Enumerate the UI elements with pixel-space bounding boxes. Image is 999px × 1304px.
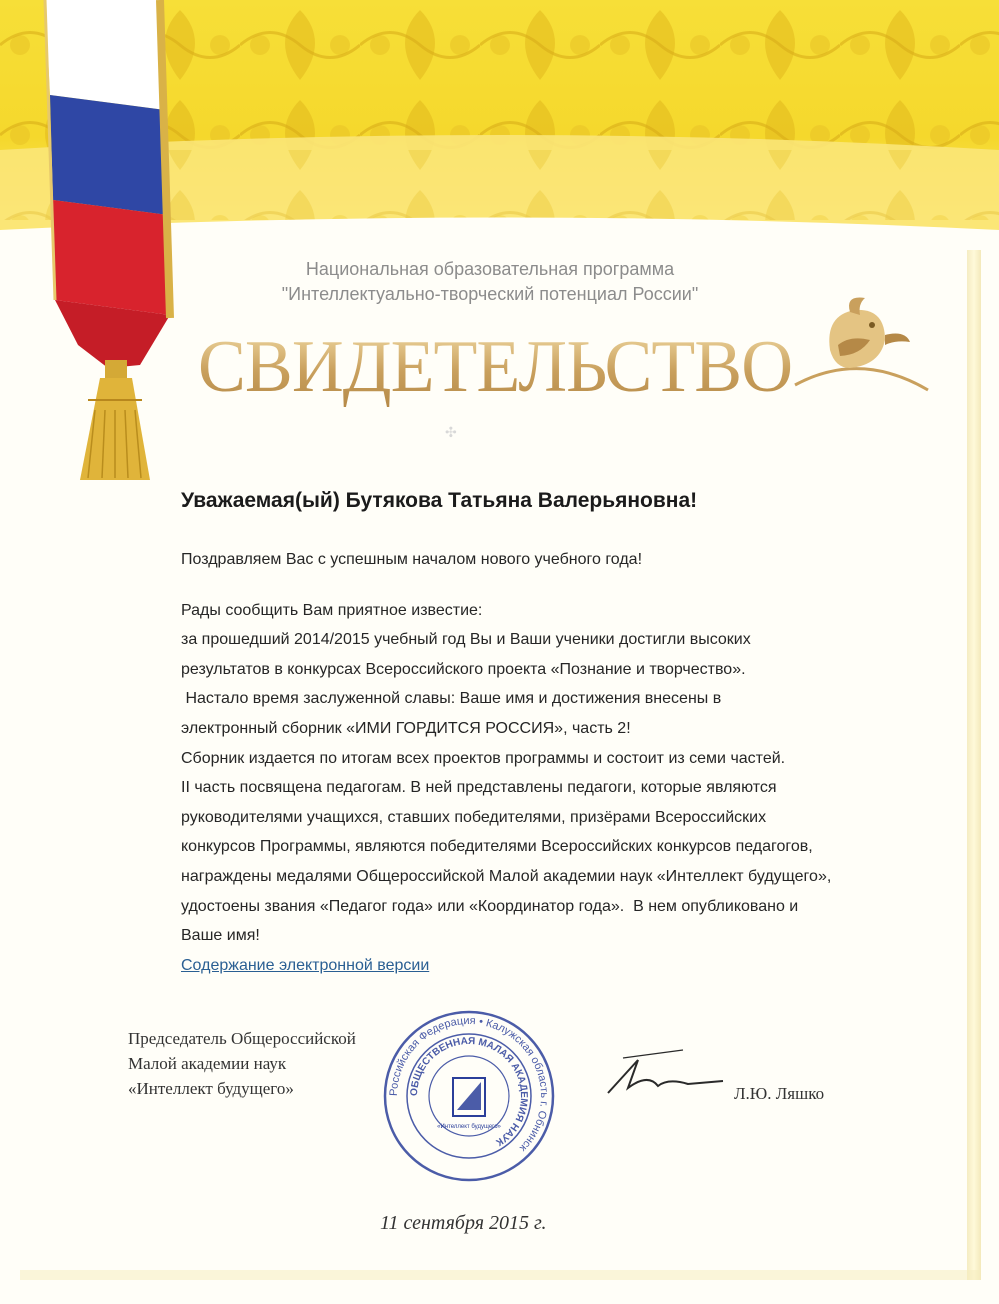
body-line: за прошедший 2014/2015 учебный год Вы и Ваши ученики достигли высоких bbox=[181, 631, 751, 649]
program-name-line1: Национальная образовательная программа bbox=[305, 259, 675, 279]
faded-mark-icon: ✣ bbox=[445, 425, 457, 441]
body-line: Ваше имя! bbox=[181, 927, 260, 945]
seal-outer-text: Российская Федерация • Калужская область г. Обнинск bbox=[387, 1014, 551, 1154]
signer-name: Л.Ю. Ляшко bbox=[734, 1084, 825, 1103]
body-line: удостоены звания «Педагог года» или «Координатор года». В нем опубликовано и bbox=[181, 897, 799, 915]
body-line: электронный сборник «ИМИ ГОРДИТСЯ РОССИЯ», часть 2! bbox=[181, 719, 631, 737]
certificate-title bbox=[198, 325, 792, 410]
seal-center-text: «Интеллект будущего» bbox=[437, 1124, 501, 1130]
body-line: результатов в конкурсах Всероссийского проекта «Познание и творчество». bbox=[181, 660, 746, 678]
body-line: Рады сообщить Вам приятное известие: bbox=[181, 601, 483, 619]
bottom-gold-border bbox=[20, 1270, 979, 1280]
svg-text:ОБЩЕСТВЕННАЯ МАЛАЯ АКАДЕМИЯ НА bbox=[409, 1036, 529, 1148]
congrats-line: Поздравляем Вас с успешным началом нового учебного года! bbox=[181, 551, 643, 568]
body-line: II часть посвящена педагогам. В ней представлены педагоги, которые являются bbox=[181, 779, 777, 797]
body-line: руководителями учащихся, ставших победителями, призёрами Всероссийских bbox=[181, 808, 767, 826]
recipient-greeting: Уважаемая(ый) Бутякова Татьяна Валерьяновна! bbox=[181, 489, 698, 512]
certificate-body bbox=[181, 545, 981, 980]
body-line: конкурсов Программы, являются победителями Всероссийских конкурсов педагогов, bbox=[181, 838, 813, 856]
russian-flag-ribbon-icon bbox=[0, 0, 200, 500]
handwritten-signature-icon bbox=[598, 1048, 728, 1098]
certificate-title-text: СВИДЕТЕЛЬСТВО bbox=[198, 326, 793, 408]
issue-date: 11 сентября 2015 г. bbox=[380, 1212, 547, 1234]
position-line: Председатель Общероссийской bbox=[128, 1029, 356, 1048]
body-line: награждены медалями Общероссийской Малой академии наук «Интеллект будущего», bbox=[181, 867, 832, 885]
position-line: Малой академии наук bbox=[128, 1054, 287, 1073]
electronic-version-link[interactable]: Содержание электронной версии bbox=[181, 956, 430, 974]
body-line: Сборник издается по итогам всех проектов программы и состоит из семи частей. bbox=[181, 749, 786, 767]
seal-inner-text: ОБЩЕСТВЕННАЯ МАЛАЯ АКАДЕМИЯ НАУК bbox=[408, 1035, 530, 1148]
bird-logo-icon bbox=[790, 290, 930, 400]
signer-position bbox=[128, 1026, 356, 1101]
official-seal-icon bbox=[383, 1010, 555, 1182]
position-line: «Интеллект будущего» bbox=[128, 1079, 294, 1098]
body-line: Настало время заслуженной славы: Ваше имя и достижения внесены в bbox=[181, 690, 722, 708]
program-name-line2: "Интеллектуально-творческий потенциал России" bbox=[281, 284, 699, 304]
